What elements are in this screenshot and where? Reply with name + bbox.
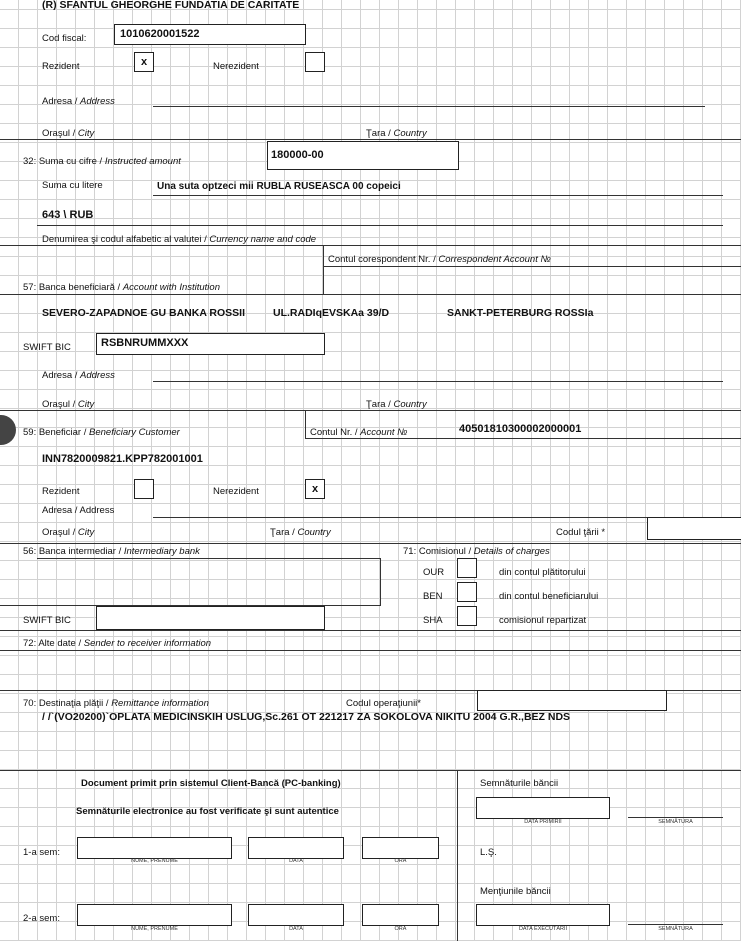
charges-ben-checkbox[interactable] (457, 582, 477, 602)
charges-sha-checkbox[interactable] (457, 606, 477, 626)
grid-line (0, 902, 741, 903)
intermediary-label: 56: Banca intermediar / Intermediary bank (23, 546, 200, 557)
sig1-label: 1-a sem: (23, 847, 60, 858)
currency-line (37, 225, 723, 226)
charges-our-text: din contul plătitorului (499, 567, 586, 578)
payer-nonresident-checkbox[interactable] (305, 52, 325, 72)
divider (305, 410, 306, 438)
bank-signature-line-1 (628, 817, 723, 818)
beneficiary-nonresident-checkbox[interactable]: x (305, 479, 325, 499)
currency-label: Denumirea şi codul alfabetic al valutei / Currency name and code (42, 234, 317, 245)
date-executed-field[interactable] (476, 904, 610, 926)
bank57-address-label: Adresa / Address (42, 370, 115, 381)
beneficiary-inn: INN7820009821.KPP782001001 (42, 453, 203, 465)
grid-line (0, 218, 741, 219)
bank-mentions-label: Menţiunile băncii (480, 886, 551, 897)
sig2-time-field[interactable] (362, 904, 439, 926)
charges-label: 71: Comisionul / Details of charges (403, 546, 550, 557)
operation-code-label: Codul operaţiunii* (346, 698, 421, 709)
country-code-label: Codul ţării * (556, 527, 606, 538)
signatures-verified-text: Semnăturile electronice au fost verificate şi sunt autentice (76, 806, 339, 817)
organization-name: (R) SFANTUL GHEORGHE FUNDATIA DE CARITATE (42, 0, 300, 11)
fiscal-code-value: 1010620001522 (120, 28, 200, 40)
pc-banking-text: Document primit prin sistemul Client-Bancă (PC-banking) (81, 778, 341, 789)
grid-line (0, 541, 741, 542)
beneficiary-address-label: Adresa / Address (42, 505, 115, 516)
sig2-label: 2-a sem: (23, 913, 60, 924)
beneficiary-nonresident-label: Nerezident (213, 486, 259, 497)
beneficiary-resident-label: Rezident (42, 486, 80, 497)
bank57-address-line[interactable] (153, 381, 723, 382)
sig1-time-field[interactable] (362, 837, 439, 859)
sig2-time-caption: ORA (394, 926, 407, 932)
sig2-date-field[interactable] (248, 904, 344, 926)
beneficiary-account-value: 40501810300002000001 (459, 423, 582, 435)
sig1-date-field[interactable] (248, 837, 344, 859)
correspondent-account-label: Contul corespondent Nr. / Correspondent Account № (328, 254, 551, 265)
bank57-swift-value: RSBNRUMMXXX (101, 337, 189, 349)
divider (0, 294, 741, 295)
charges-ben-text: din contul beneficiarului (499, 591, 599, 602)
beneficiary-label: 59: Beneficiar / Beneficiary Customer (23, 427, 180, 438)
sig1-date-caption: DATA (289, 858, 303, 864)
payer-resident-label: Rezident (42, 61, 80, 72)
country-code-field[interactable] (647, 517, 741, 540)
divider (0, 245, 741, 246)
beneficiary-city-label: Oraşul / City (42, 527, 95, 538)
grid-line (0, 598, 741, 599)
divider (457, 770, 458, 941)
amount-value: 180000-00 (271, 149, 324, 161)
beneficiary-account-label: Contul Nr. / Account № (310, 427, 408, 438)
bank57-name: SEVERO-ZAPADNOE GU BANKA ROSSII (42, 307, 246, 319)
charges-our-code: OUR (423, 567, 445, 578)
sig2-name-caption: NUME, PRENUME (131, 926, 178, 932)
charges-our-checkbox[interactable] (457, 558, 477, 578)
grid-line (0, 560, 741, 561)
bank57-country-label: Ţara / Country (366, 399, 427, 410)
grid-line (0, 275, 741, 276)
ls-label: L.Ş. (480, 847, 497, 858)
bank57-city-label: Oraşul / City (42, 399, 95, 410)
bank-signature-line-2 (628, 924, 723, 925)
payer-country-label: Ţara / Country (366, 128, 427, 139)
grid-line (0, 636, 741, 637)
bank-signatures-label: Semnăturile băncii (480, 778, 559, 789)
grid-line (0, 883, 741, 884)
grid-line (0, 674, 741, 675)
grid-line (0, 66, 741, 67)
charges-ben-code: BEN (423, 591, 443, 602)
divider (0, 410, 741, 411)
fiscal-code-label: Cod fiscal: (42, 33, 87, 44)
bank57-label: 57: Banca beneficiară / Account with Institution (23, 282, 220, 293)
bank-signature-caption-1: SEMNĂTURA (658, 819, 693, 825)
date-executed-caption: DATA EXECUTĂRII (518, 926, 568, 932)
grid-line (0, 503, 741, 504)
grid-line (0, 199, 741, 200)
grid-line (0, 522, 741, 523)
operation-code-field[interactable] (477, 690, 667, 711)
remittance-value: / /`(VO20200)`OPLATA MEDICINSKIH USLUG,Sc.261 OT 221217 ZA SOKOLOVA NIKITU 2004 G.R.,BEZ NDS (42, 711, 571, 723)
grid-line (0, 85, 741, 86)
intermediary-swift-label: SWIFT BIC (23, 615, 71, 626)
grid-line (0, 731, 741, 732)
grid-line (0, 484, 741, 485)
remittance-label: 70: Destinaţia plăţii / Remittance information (23, 698, 209, 709)
amount-field[interactable] (267, 141, 459, 170)
beneficiary-resident-checkbox[interactable] (134, 479, 154, 499)
divider (305, 438, 741, 439)
grid-line (0, 826, 741, 827)
divider (0, 630, 741, 631)
bank57-swift-field[interactable] (96, 333, 325, 355)
grid-line (0, 389, 741, 390)
sig2-name-field[interactable] (77, 904, 232, 926)
currency-value: 643 \ RUB (42, 209, 94, 221)
intermediary-swift-field[interactable] (96, 606, 325, 630)
sig2-date-caption: DATA (289, 926, 303, 932)
payer-address-line[interactable] (153, 106, 705, 107)
sig1-name-field[interactable] (77, 837, 232, 859)
divider (37, 558, 380, 559)
divider (0, 543, 741, 544)
payer-resident-checkbox[interactable]: x (134, 52, 154, 72)
grid-line (0, 864, 741, 865)
amount-words-label: Suma cu litere (42, 180, 103, 191)
sig1-time-caption: ORA (394, 858, 407, 864)
payer-address-label: Adresa / Address (42, 96, 115, 107)
divider (0, 139, 741, 140)
bank-signature-caption-2: SEMNĂTURA (658, 926, 693, 932)
grid-line (0, 446, 741, 447)
amount-label: 32: Suma cu cifre / Instructed amount (23, 156, 181, 167)
grid-line (0, 123, 741, 124)
payer-city-label: Oraşul / City (42, 128, 95, 139)
amount-words-value: Una suta optzeci mii RUBLA RUSEASCA 00 copeici (157, 181, 401, 192)
date-received-field[interactable] (476, 797, 610, 819)
date-received-caption: DATA PRIMIRII (524, 819, 562, 825)
grid-line (0, 47, 741, 48)
grid-line (0, 655, 741, 656)
other-info-label: 72: Alte date / Sender to receiver information (23, 638, 212, 649)
scroll-handle[interactable] (0, 415, 16, 445)
charges-sha-code: SHA (423, 615, 443, 626)
bank57-street: UL.RADIqEVSKAa 39/D (273, 307, 390, 319)
sig1-name-caption: NUME, PRENUME (131, 858, 178, 864)
grid-line (0, 28, 741, 29)
charges-sha-text: comisionul repartizat (499, 615, 587, 626)
divider (380, 558, 381, 606)
divider (323, 245, 324, 294)
payer-nonresident-label: Nerezident (213, 61, 259, 72)
beneficiary-address-line[interactable] (153, 517, 723, 518)
divider (0, 770, 741, 771)
divider (0, 650, 741, 651)
amount-words-line (153, 195, 723, 196)
grid-line (0, 750, 741, 751)
fiscal-code-field[interactable] (114, 24, 306, 45)
bank57-swift-label: SWIFT BIC (23, 342, 71, 353)
bank57-city: SANKT-PETERBURG ROSSIa (447, 307, 594, 319)
divider (323, 266, 741, 267)
grid-line (0, 579, 741, 580)
beneficiary-country-label: Ţara / Country (270, 527, 331, 538)
